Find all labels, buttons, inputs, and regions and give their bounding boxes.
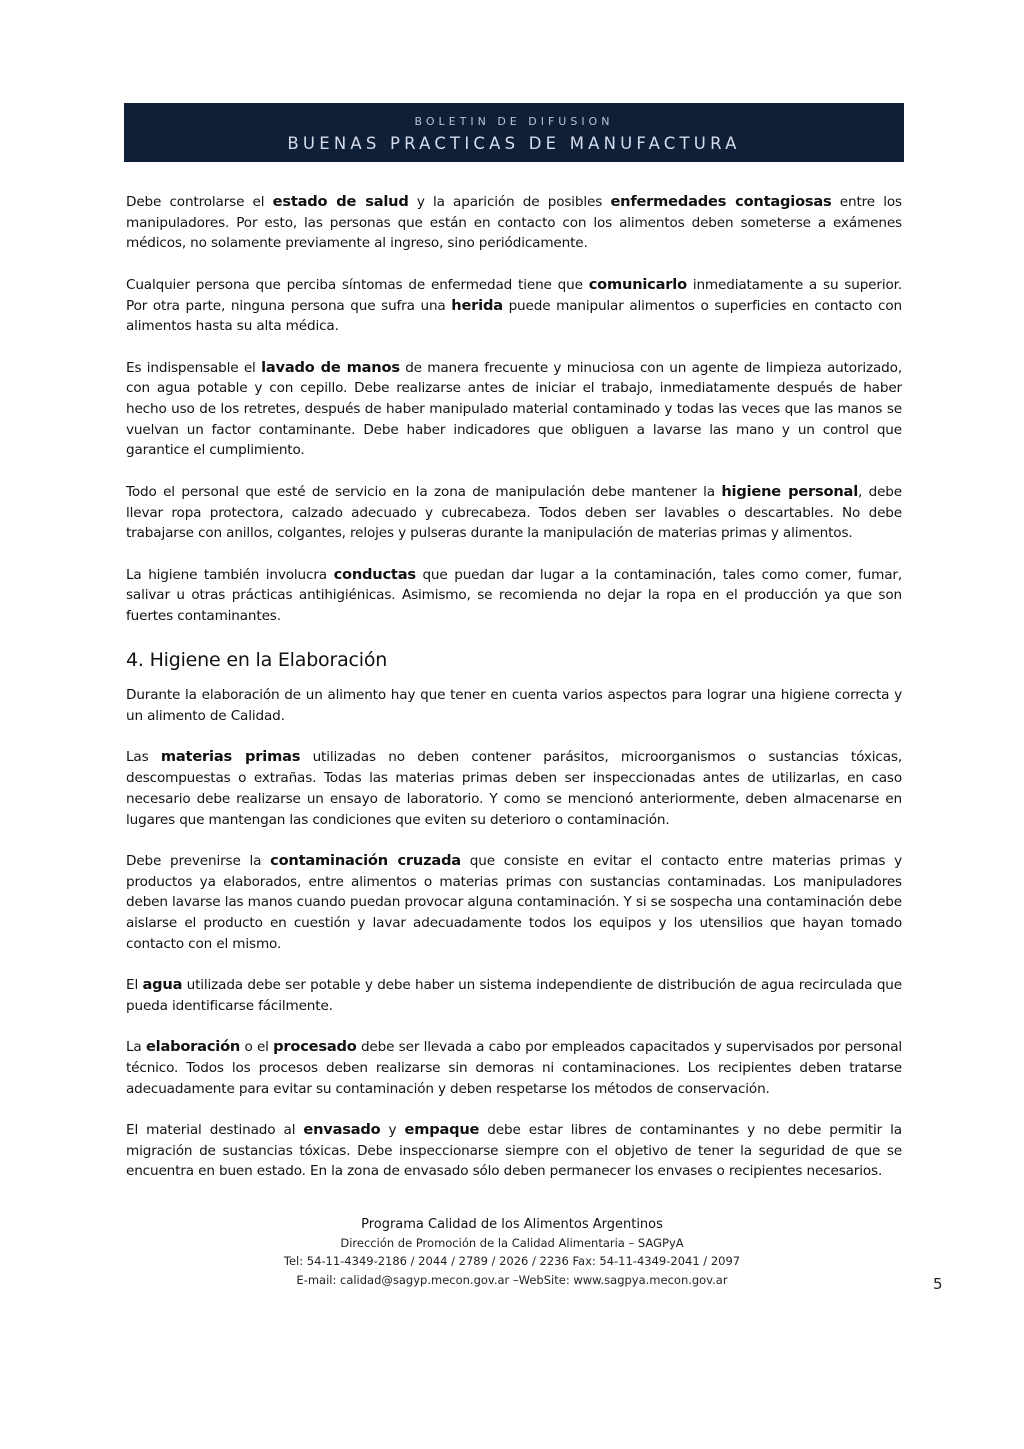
text: o el <box>240 1039 274 1056</box>
text: Cualquier persona que perciba síntomas de enfermedad tiene que <box>126 276 589 293</box>
text: puede manipular alimentos o superficies en contacto con alimentos hasta su alta médica. <box>126 297 902 335</box>
text: Es indispensable el <box>126 359 262 376</box>
text: La <box>126 1039 146 1056</box>
paragraph-health <box>126 192 902 254</box>
text: Todo el personal que esté de servicio en la zona de manipulación debe mantener la <box>126 483 722 500</box>
text: Debe controlarse el <box>126 194 273 210</box>
term-elaboracion: elaboración <box>145 1038 241 1056</box>
text: Las <box>126 749 161 766</box>
text: El <box>126 977 143 994</box>
header-banner <box>124 103 904 162</box>
paragraph-water <box>126 975 902 1016</box>
header-subtitle: BOLETIN DE DIFUSION <box>414 115 614 128</box>
text: debe estar libres de contaminantes y no debe permitir la migración de sustancias tóxicas. Debe inspeccionarse siempre con el objetivo de tener la seguridad de que se encuentra en buen estado. En la zona de envasado sólo deben permanecer los envases o recipientes necesarios. <box>126 1122 902 1180</box>
footer-org: Programa Calidad de los Alimentos Argentinos <box>361 1217 663 1232</box>
text: entre los manipuladores. Por esto, las personas que están en contacto con los alimentos deben someterse a exámenes médicos, no solamente previamente al ingreso, sino periódicamente. <box>126 194 902 252</box>
term-enfermedades-contagiosas: enfermedades contagiosas <box>610 193 832 210</box>
paragraph-elaboration-intro: Durante la elaboración de un alimento hay que tener en cuenta varios aspectos para lograr una higiene correcta y un alimento de Calidad. <box>126 687 902 725</box>
term-procesado: procesado <box>273 1038 357 1056</box>
paragraph-personal-hygiene <box>126 482 902 544</box>
paragraph-raw-materials <box>126 747 902 830</box>
text: El material destinado al <box>126 1122 304 1139</box>
text: debe ser llevada a cabo por empleados capacitados y supervisados por personal técnico. Todos los procesos deben realizarse sin demoras ni contaminaciones. Los recipientes deben tratarse adecuadamente para evitar su contaminación y deben respetarse los métodos de conservación. <box>126 1039 902 1097</box>
term-comunicarlo: comunicarlo <box>588 275 687 293</box>
term-higiene-personal: higiene personal <box>721 482 858 500</box>
paragraph-processing <box>126 1037 902 1099</box>
term-conductas: conductas <box>333 565 416 583</box>
term-herida: herida <box>451 296 503 314</box>
term-contaminacion-cruzada: contaminación cruzada <box>270 851 461 869</box>
text: utilizadas no deben contener parásitos, microorganismos o sustancias tóxicas, descompuestas o extrañas. Todas las materias primas deben ser inspeccionadas antes de utilizarlas, en caso necesario debe realizarse un ensayo de laboratorio. Y como se mencionó anteriormente, deben almacenarse en lugares que mantengan las condiciones que eviten su deterioro o contaminación. <box>126 749 902 828</box>
text: y <box>380 1122 405 1139</box>
header-title: BUENAS PRACTICAS DE MANUFACTURA <box>287 134 741 153</box>
paragraph-packaging <box>126 1120 902 1182</box>
text: de manera frecuente y minuciosa con un agente de limpieza autorizado, con agua potable y con cepillo. Debe realizarse antes de iniciar el trabajo, inmediatamente después de haber hecho uso de los retretes, después de haber manipulado material contaminado y todas las veces que las manos se vuelvan un factor contaminante. Debe haber indicadores que obliguen a lavarse las mano y un control que garantice el cumplimiento. <box>126 359 903 459</box>
footer-contact: E-mail: calidad@sagyp.mecon.gov.ar –WebSite: www.sagpya.mecon.gov.ar <box>296 1272 728 1287</box>
document-body <box>126 192 902 1203</box>
paragraph-cross-contamination <box>126 851 902 955</box>
text: , debe llevar ropa protectora, calzado adecuado y cubrecabeza. Todos deben ser lavables o descartables. No debe trabajarse con anillos, colgantes, relojes y pulseras durante la manipulación de materias primas y alimentos. <box>126 483 902 542</box>
text: utilizada debe ser potable y debe haber un sistema independiente de distribución de agua recirculada que pueda identificarse fácilmente. <box>126 977 902 1014</box>
text: que puedan dar lugar a la contaminación, tales como comer, fumar, salivar u otras prácticas antihigiénicas. Asimismo, se recomienda no dejar la ropa en el producción ya que son fuertes contaminantes. <box>126 566 902 624</box>
term-materias-primas: materias primas <box>160 748 301 766</box>
paragraph-handwashing <box>126 358 902 462</box>
term-envasado: envasado <box>303 1121 381 1139</box>
text: Debe prevenirse la <box>126 852 271 869</box>
text: que consiste en evitar el contacto entre materias primas y productos ya elaborados, entre alimentos o materias primas con sustancias contaminadas. Los manipuladores deben lavarse las manos cuando puedan provocar alguna contaminación. Y si se sospecha una contaminación debe aislarse el producto en cuestión y lavar adecuadamente todos los equipos y los utensilios que hayan tomado contacto con el mismo. <box>126 852 902 952</box>
term-agua: agua <box>142 976 183 994</box>
section-heading: 4. Higiene en la Elaboración <box>126 649 388 672</box>
page-number: 5 <box>933 1275 943 1293</box>
term-empaque: empaque <box>404 1121 480 1139</box>
page-footer <box>0 1216 1024 1289</box>
paragraph-conduct <box>126 565 902 627</box>
text: La higiene también involucra <box>126 566 334 583</box>
text: y la aparición de posibles <box>408 194 611 210</box>
term-lavado-de-manos: lavado de manos <box>261 358 400 376</box>
term-estado-de-salud: estado de salud <box>272 193 409 210</box>
footer-direction: Dirección de Promoción de la Calidad Alimentaria – SAGPyA <box>340 1236 684 1251</box>
text: inmediatamente a su superior. Por otra parte, ninguna persona que sufra una <box>126 276 902 314</box>
footer-phones: Tel: 54-11-4349-2186 / 2044 / 2789 / 2026 / 2236 Fax: 54-11-4349-2041 / 2097 <box>283 1254 741 1269</box>
paragraph-illness <box>126 275 902 337</box>
